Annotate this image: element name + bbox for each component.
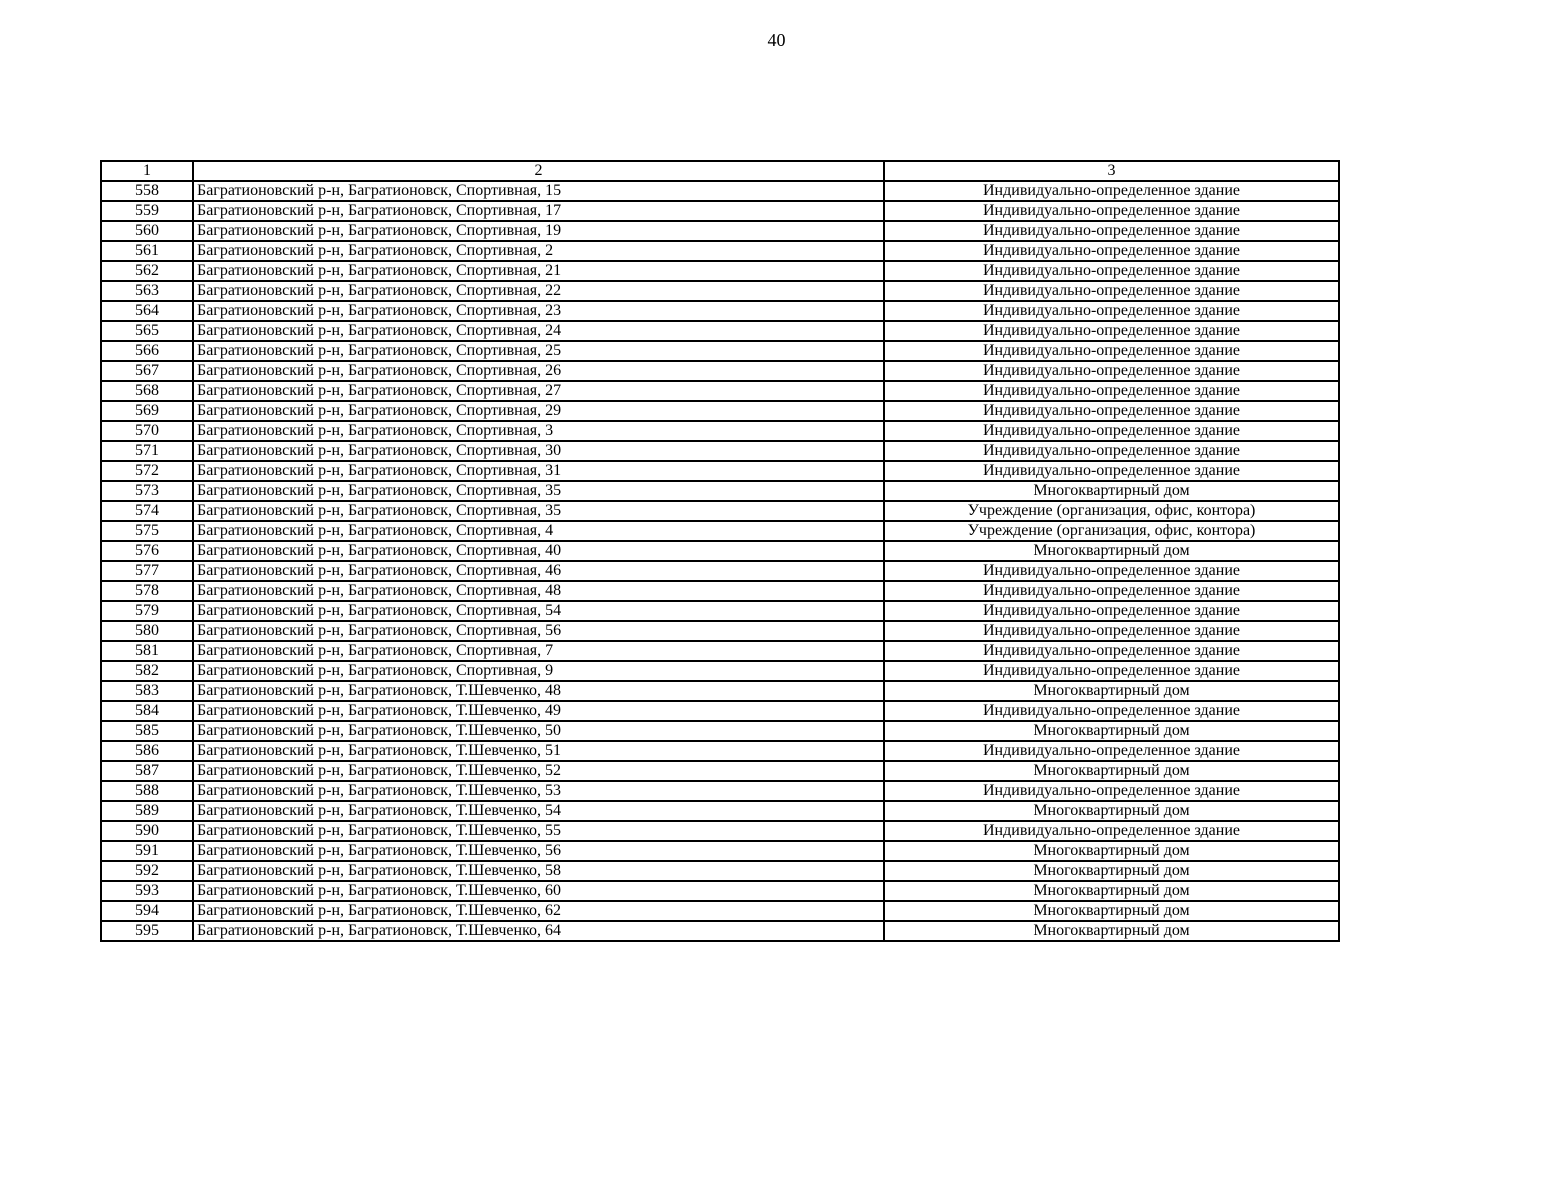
cell-number: 566 (101, 341, 193, 361)
cell-number: 591 (101, 841, 193, 861)
table-row (101, 801, 1339, 821)
cell-number: 568 (101, 381, 193, 401)
cell-type: Многоквартирный дом (884, 841, 1339, 861)
cell-address: Багратионовский р-н, Багратионовск, Спортивная, 2 (193, 241, 884, 261)
table-row (101, 421, 1339, 441)
cell-address: Багратионовский р-н, Багратионовск, Спортивная, 22 (193, 281, 884, 301)
cell-type: Многоквартирный дом (884, 541, 1339, 561)
cell-number: 579 (101, 601, 193, 621)
cell-number: 576 (101, 541, 193, 561)
cell-address: Багратионовский р-н, Багратионовск, Спортивная, 40 (193, 541, 884, 561)
header-cell-number: 1 (101, 161, 193, 181)
cell-address: Багратионовский р-н, Багратионовск, Спортивная, 7 (193, 641, 884, 661)
cell-address: Багратионовский р-н, Багратионовск, Спортивная, 35 (193, 481, 884, 501)
table-header (101, 161, 1339, 181)
cell-type: Индивидуально-определенное здание (884, 781, 1339, 801)
cell-number: 593 (101, 881, 193, 901)
cell-address: Багратионовский р-н, Багратионовск, Т.Шевченко, 52 (193, 761, 884, 781)
table-row (101, 761, 1339, 781)
cell-number: 590 (101, 821, 193, 841)
table-row (101, 821, 1339, 841)
cell-type: Многоквартирный дом (884, 681, 1339, 701)
cell-number: 580 (101, 621, 193, 641)
table-row (101, 541, 1339, 561)
table-row (101, 461, 1339, 481)
cell-number: 588 (101, 781, 193, 801)
table-row (101, 681, 1339, 701)
table-row (101, 261, 1339, 281)
table-row (101, 341, 1339, 361)
cell-type: Индивидуально-определенное здание (884, 221, 1339, 241)
table-row (101, 381, 1339, 401)
cell-type: Многоквартирный дом (884, 761, 1339, 781)
cell-address: Багратионовский р-н, Багратионовск, Спортивная, 25 (193, 341, 884, 361)
cell-address: Багратионовский р-н, Багратионовск, Т.Шевченко, 56 (193, 841, 884, 861)
cell-address: Багратионовский р-н, Багратионовск, Спортивная, 21 (193, 261, 884, 281)
table-row (101, 881, 1339, 901)
cell-address: Багратионовский р-н, Багратионовск, Спортивная, 4 (193, 521, 884, 541)
table-row (101, 401, 1339, 421)
table-row (101, 561, 1339, 581)
cell-address: Багратионовский р-н, Багратионовск, Т.Шевченко, 53 (193, 781, 884, 801)
cell-number: 585 (101, 721, 193, 741)
cell-type: Индивидуально-определенное здание (884, 741, 1339, 761)
table-row (101, 721, 1339, 741)
cell-type: Индивидуально-определенное здание (884, 601, 1339, 621)
cell-type: Индивидуально-определенное здание (884, 201, 1339, 221)
cell-type: Индивидуально-определенное здание (884, 461, 1339, 481)
cell-type: Индивидуально-определенное здание (884, 621, 1339, 641)
table-row (101, 641, 1339, 661)
table-row (101, 741, 1339, 761)
table-row (101, 521, 1339, 541)
cell-type: Индивидуально-определенное здание (884, 421, 1339, 441)
table-body (101, 181, 1339, 941)
registry-table (100, 160, 1340, 942)
cell-type: Индивидуально-определенное здание (884, 261, 1339, 281)
cell-address: Багратионовский р-н, Багратионовск, Т.Шевченко, 62 (193, 901, 884, 921)
table-row (101, 241, 1339, 261)
cell-type: Индивидуально-определенное здание (884, 661, 1339, 681)
cell-address: Багратионовский р-н, Багратионовск, Спортивная, 56 (193, 621, 884, 641)
cell-address: Багратионовский р-н, Багратионовск, Т.Шевченко, 60 (193, 881, 884, 901)
cell-type: Учреждение (организация, офис, контора) (884, 521, 1339, 541)
table-row (101, 281, 1339, 301)
table-row (101, 441, 1339, 461)
cell-type: Многоквартирный дом (884, 801, 1339, 821)
cell-address: Багратионовский р-н, Багратионовск, Спортивная, 24 (193, 321, 884, 341)
cell-address: Багратионовский р-н, Багратионовск, Т.Шевченко, 55 (193, 821, 884, 841)
cell-type: Многоквартирный дом (884, 861, 1339, 881)
cell-number: 578 (101, 581, 193, 601)
cell-address: Багратионовский р-н, Багратионовск, Т.Шевченко, 51 (193, 741, 884, 761)
header-row (101, 161, 1339, 181)
cell-address: Багратионовский р-н, Багратионовск, Спортивная, 3 (193, 421, 884, 441)
cell-number: 589 (101, 801, 193, 821)
table-row (101, 901, 1339, 921)
table-row (101, 601, 1339, 621)
cell-number: 574 (101, 501, 193, 521)
cell-address: Багратионовский р-н, Багратионовск, Спортивная, 35 (193, 501, 884, 521)
cell-number: 575 (101, 521, 193, 541)
cell-address: Багратионовский р-н, Багратионовск, Спортивная, 27 (193, 381, 884, 401)
cell-number: 562 (101, 261, 193, 281)
cell-number: 559 (101, 201, 193, 221)
cell-number: 581 (101, 641, 193, 661)
cell-type: Индивидуально-определенное здание (884, 441, 1339, 461)
cell-address: Багратионовский р-н, Багратионовск, Спортивная, 29 (193, 401, 884, 421)
table-row (101, 181, 1339, 201)
cell-type: Индивидуально-определенное здание (884, 281, 1339, 301)
cell-type: Индивидуально-определенное здание (884, 361, 1339, 381)
cell-number: 561 (101, 241, 193, 261)
table-row (101, 361, 1339, 381)
cell-type: Индивидуально-определенное здание (884, 321, 1339, 341)
header-cell-type: 3 (884, 161, 1339, 181)
cell-number: 565 (101, 321, 193, 341)
cell-number: 594 (101, 901, 193, 921)
cell-type: Индивидуально-определенное здание (884, 301, 1339, 321)
cell-number: 572 (101, 461, 193, 481)
cell-address: Багратионовский р-н, Багратионовск, Спортивная, 15 (193, 181, 884, 201)
cell-number: 558 (101, 181, 193, 201)
cell-type: Многоквартирный дом (884, 901, 1339, 921)
cell-number: 573 (101, 481, 193, 501)
cell-address: Багратионовский р-н, Багратионовск, Спортивная, 23 (193, 301, 884, 321)
cell-number: 570 (101, 421, 193, 441)
cell-address: Багратионовский р-н, Багратионовск, Т.Шевченко, 50 (193, 721, 884, 741)
table-row (101, 481, 1339, 501)
cell-type: Индивидуально-определенное здание (884, 181, 1339, 201)
cell-type: Индивидуально-определенное здание (884, 701, 1339, 721)
cell-number: 582 (101, 661, 193, 681)
cell-address: Багратионовский р-н, Багратионовск, Т.Шевченко, 58 (193, 861, 884, 881)
cell-type: Индивидуально-определенное здание (884, 341, 1339, 361)
cell-address: Багратионовский р-н, Багратионовск, Спортивная, 54 (193, 601, 884, 621)
cell-number: 583 (101, 681, 193, 701)
table-row (101, 781, 1339, 801)
cell-number: 595 (101, 921, 193, 941)
table-row (101, 321, 1339, 341)
page-number: 40 (767, 30, 786, 50)
cell-number: 584 (101, 701, 193, 721)
cell-address: Багратионовский р-н, Багратионовск, Т.Шевченко, 49 (193, 701, 884, 721)
table-row (101, 841, 1339, 861)
table-row (101, 621, 1339, 641)
cell-address: Багратионовский р-н, Багратионовск, Спортивная, 46 (193, 561, 884, 581)
cell-number: 571 (101, 441, 193, 461)
cell-address: Багратионовский р-н, Багратионовск, Т.Шевченко, 54 (193, 801, 884, 821)
cell-address: Багратионовский р-н, Багратионовск, Т.Шевченко, 64 (193, 921, 884, 941)
cell-number: 569 (101, 401, 193, 421)
table-row (101, 301, 1339, 321)
cell-address: Багратионовский р-н, Багратионовск, Спортивная, 9 (193, 661, 884, 681)
cell-number: 587 (101, 761, 193, 781)
cell-type: Многоквартирный дом (884, 921, 1339, 941)
cell-type: Индивидуально-определенное здание (884, 581, 1339, 601)
cell-address: Багратионовский р-н, Багратионовск, Спортивная, 26 (193, 361, 884, 381)
cell-address: Багратионовский р-н, Багратионовск, Спортивная, 30 (193, 441, 884, 461)
cell-type: Многоквартирный дом (884, 721, 1339, 741)
table-row (101, 201, 1339, 221)
table-row (101, 501, 1339, 521)
cell-number: 563 (101, 281, 193, 301)
table-row (101, 861, 1339, 881)
cell-address: Багратионовский р-н, Багратионовск, Спортивная, 17 (193, 201, 884, 221)
table-row (101, 921, 1339, 941)
cell-number: 577 (101, 561, 193, 581)
cell-number: 592 (101, 861, 193, 881)
cell-number: 564 (101, 301, 193, 321)
table-row (101, 661, 1339, 681)
cell-type: Индивидуально-определенное здание (884, 641, 1339, 661)
cell-type: Индивидуально-определенное здание (884, 401, 1339, 421)
cell-address: Багратионовский р-н, Багратионовск, Спортивная, 48 (193, 581, 884, 601)
table-row (101, 581, 1339, 601)
cell-address: Багратионовский р-н, Багратионовск, Спортивная, 19 (193, 221, 884, 241)
cell-type: Индивидуально-определенное здание (884, 561, 1339, 581)
header-cell-address: 2 (193, 161, 884, 181)
cell-type: Учреждение (организация, офис, контора) (884, 501, 1339, 521)
cell-address: Багратионовский р-н, Багратионовск, Спортивная, 31 (193, 461, 884, 481)
cell-number: 567 (101, 361, 193, 381)
table-row (101, 221, 1339, 241)
cell-type: Многоквартирный дом (884, 481, 1339, 501)
cell-type: Индивидуально-определенное здание (884, 381, 1339, 401)
cell-number: 560 (101, 221, 193, 241)
cell-type: Индивидуально-определенное здание (884, 821, 1339, 841)
cell-type: Индивидуально-определенное здание (884, 241, 1339, 261)
cell-number: 586 (101, 741, 193, 761)
cell-type: Многоквартирный дом (884, 881, 1339, 901)
table-row (101, 701, 1339, 721)
cell-address: Багратионовский р-н, Багратионовск, Т.Шевченко, 48 (193, 681, 884, 701)
